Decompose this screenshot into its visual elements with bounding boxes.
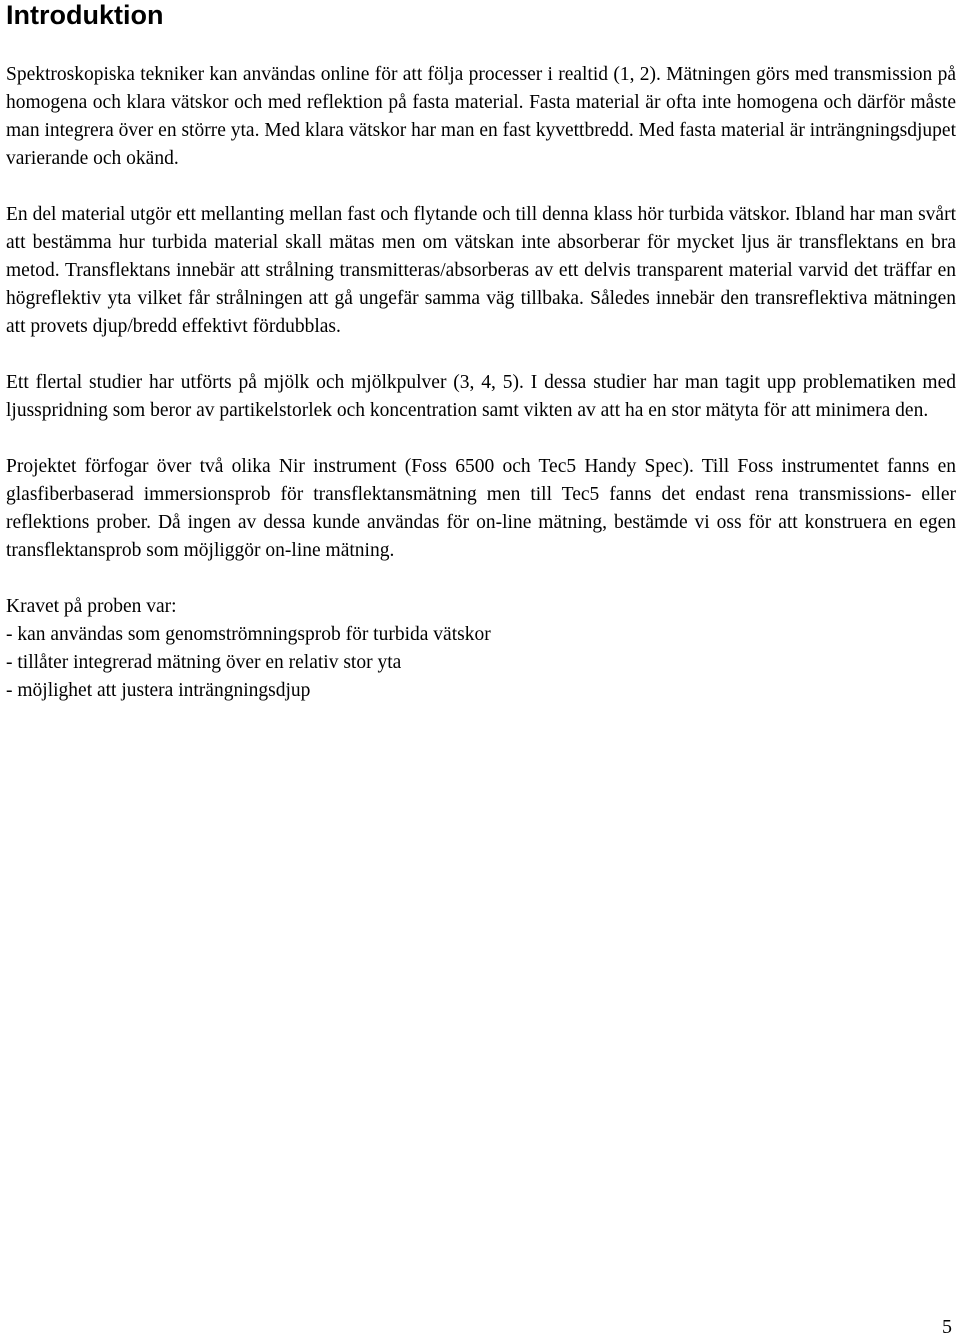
document-page xyxy=(6,0,956,705)
list-item: - möjlighet att justera inträngningsdjup xyxy=(6,680,311,701)
requirements-intro: Kravet på proben var: xyxy=(6,596,177,617)
section-heading: Introduktion xyxy=(6,0,164,30)
requirements-list xyxy=(6,621,956,705)
paragraph-3: Ett flertal studier har utförts på mjölk och mjölkpulver (3, 4, 5). I dessa studier har man tagit upp problematiken med ljusspridning som beror av partikelstorlek och koncentration samt vikten av att ha en stor mätyta för att minimera den. xyxy=(6,372,956,421)
list-item: - tillåter integrerad mätning över en relativ stor yta xyxy=(6,652,402,673)
page-number: 5 xyxy=(942,1316,952,1338)
paragraph-1: Spektroskopiska tekniker kan användas online för att följa processer i realtid (1, 2). Mätningen görs med transmission på homogena och klara vätskor och med reflektion på fasta material. Fasta material är ofta inte homogena och därför måste man integrera över en större yta. Med klara vätskor har man en fast kyvettbredd. Med fasta material är inträngningsdjupet varierande och okänd. xyxy=(6,64,956,169)
list-item: - kan användas som genomströmningsprob för turbida vätskor xyxy=(6,624,491,645)
paragraph-2: En del material utgör ett mellanting mellan fast och flytande och till denna klass hör turbida vätskor. Ibland har man svårt att bestämma hur turbida material skall mätas men om vätskan inte absorberar för mycket ljus är transflektans en bra metod. Transflektans innebär att strålning transmitteras/absorberas av ett delvis transparent material varvid det träffar en högreflektiv yta vilket får strålningen att gå ungefär samma väg tillbaka. Således innebär den transreflektiva mätningen att provets djup/bredd effektivt fördubblas. xyxy=(6,204,956,337)
paragraph-4: Projektet förfogar över två olika Nir instrument (Foss 6500 och Tec5 Handy Spec). Till Foss instrumentet fanns en glasfiberbaserad immersionsprob för transflektansmätning men till Tec5 fanns det endast rena transmissions- eller reflektions prober. Då ingen av dessa kunde användas för on-line mätning, bestämde vi oss för att konstruera en egen transflektansprob som möjliggör on-line mätning. xyxy=(6,456,956,561)
